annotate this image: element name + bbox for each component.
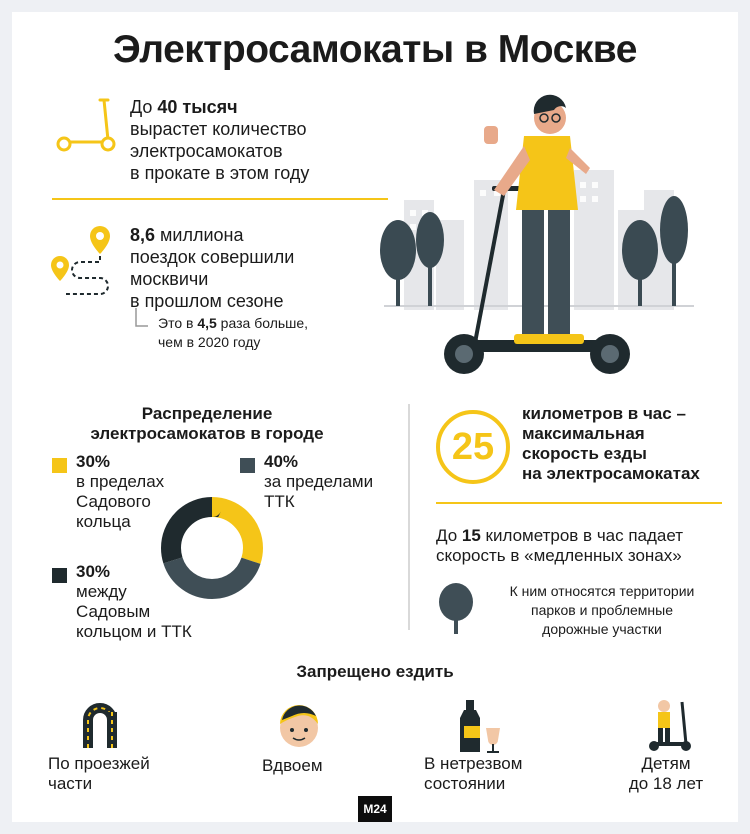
m24-logo: M24	[358, 796, 392, 822]
legend-pct: 30%	[76, 562, 111, 581]
forbidden-item-2: Вдвоем	[262, 756, 323, 775]
forbidden-title: Запрещено ездить	[296, 662, 454, 681]
forbidden-item-1: По проезжей части	[48, 754, 150, 793]
stat2-note: Это в 4,5 раза больше, чем в 2020 году	[158, 315, 309, 350]
speed-value-circle: 25	[436, 410, 510, 484]
speed-text: километров в час – максимальная скорость езды на электросамокатах	[522, 404, 700, 483]
note-connector	[134, 308, 150, 330]
forbidden-item-3: В нетрезвом состоянии	[424, 754, 523, 793]
legend-item-1: 30% в пределах Садового кольца	[76, 452, 226, 532]
infographic-card	[12, 12, 738, 822]
distribution-title: Распределение электросамокатов в городе	[90, 404, 324, 443]
scooter-rider-illustration	[374, 90, 704, 386]
bottle-glass-icon	[456, 698, 506, 754]
slow-zone-text: До 15 километров в час падает скорость в «медленных зонах»	[436, 526, 684, 565]
person-face-icon	[274, 700, 324, 752]
legend-swatch-yellow	[52, 458, 67, 473]
legend-item-3: 30% между Садовым кольцом и ТТК	[76, 562, 226, 642]
legend-pct: 30%	[76, 452, 111, 471]
divider	[52, 198, 388, 200]
divider	[436, 502, 722, 504]
page-title: Электросамокаты в Москве	[113, 28, 637, 71]
legend-item-2: 40% за пределами ТТК	[264, 452, 404, 512]
stat1-text: До 40 тысяч вырастет количество электросамокатов в прокате в этом году	[130, 97, 310, 183]
forbidden-item-4: Детям до 18 лет	[628, 754, 704, 793]
route-pin-icon	[48, 222, 124, 302]
slow-zone-note: К ним относятся территории парков и проблемные дорожные участки	[509, 583, 695, 637]
road-icon	[82, 702, 126, 750]
legend-pct: 40%	[264, 452, 299, 471]
legend-swatch-dark	[52, 568, 67, 583]
tree-icon	[436, 582, 476, 634]
legend-swatch-slate	[240, 458, 255, 473]
scooter-icon	[52, 94, 122, 154]
distribution-donut-chart	[160, 496, 264, 600]
vertical-divider	[408, 404, 410, 630]
stat2-text: 8,6 миллиона поездок совершили москвичи в прошлом сезоне	[130, 225, 295, 311]
child-scooter-icon	[646, 698, 692, 752]
